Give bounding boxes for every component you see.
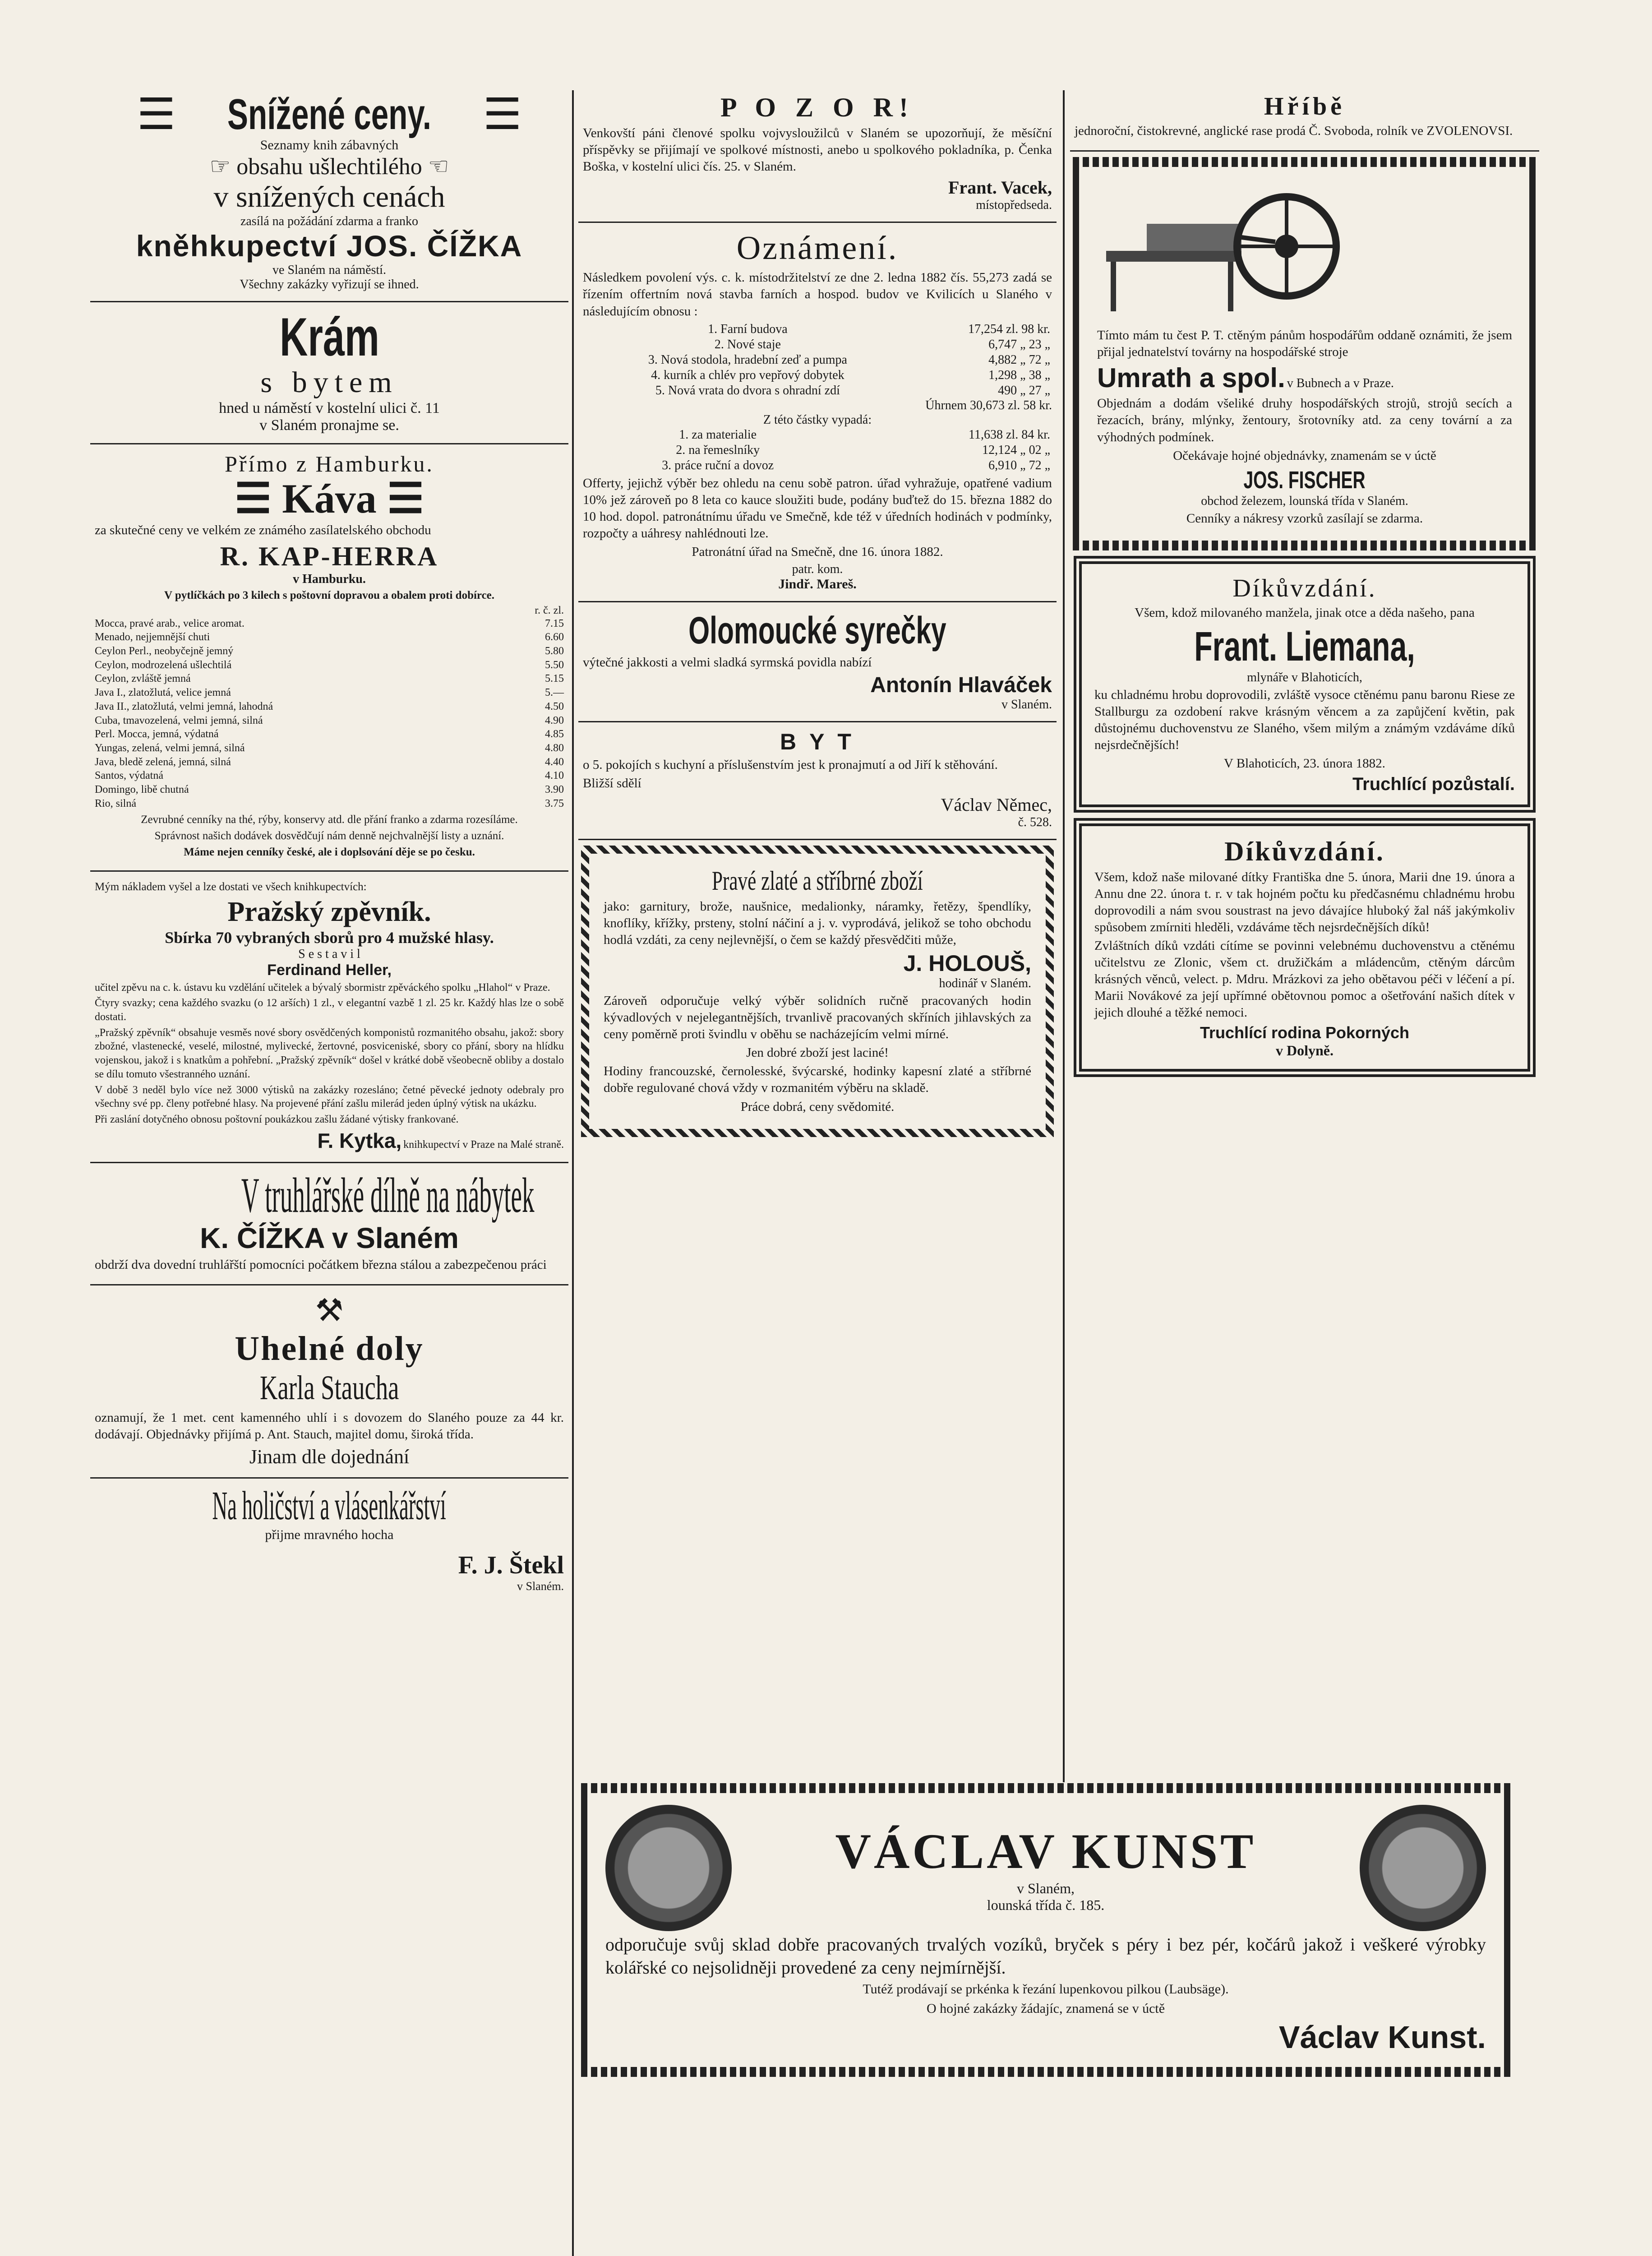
table-row	[583, 368, 1052, 383]
coffee-price: 3.90	[545, 784, 564, 796]
coffee-price: 5.80	[545, 645, 564, 657]
budget-breakdown-table	[583, 427, 1052, 473]
budget-table	[583, 322, 1052, 398]
row-label: 3. práce ruční a dovoz	[662, 458, 774, 472]
ad-snizene-ceny: ☰ Snížené ceny. ☰ Seznamy knih zábavných ☞ obsahu ušlechtilého ☜ v snížených cenách zasílá na požádání zdarma a franko kněhkupectví JOS. ČÍŽKA ve Slaném na náměstí. Všechny zakázky vyřizují se ihned.	[90, 86, 568, 302]
column-middle	[578, 86, 1057, 1142]
threshing-machine-icon	[1097, 183, 1350, 319]
table-row	[583, 322, 1052, 337]
ad-kram: Krám s bytem hned u náměstí v kostelní ulici č. 11 v Slaném pronajme se.	[90, 302, 568, 444]
coffee-price-row	[95, 700, 564, 714]
column-rule-2	[1063, 90, 1065, 1782]
coffee-name: Java I., zlatožlutá, velice jemná	[95, 687, 231, 699]
row-label: 3. Nová stodola, hradební zeď a pumpa	[648, 352, 847, 367]
hand-icon: ☰	[234, 475, 282, 522]
table-row	[583, 352, 1052, 368]
coffee-price-row	[95, 769, 564, 783]
ad-dikuvzdani-liemana: Díkůvzdání. Všem, kdož milovaného manžela, jinak otce a děda našeho, pana Frant. Liemana, mlynáře v Blahoticích, ku chladnému hrobu doprovodili, zvláště vysoce ctěnému panu baronu Riese ze Stallburgu za ozdobení rakve krásným věncem a za zapůjčení květin, pak důstojnému duchovenstvu ze Slaného, všem milým a známým vzdáváme díků nejsrdečnějších! V Blahoticích, 23. února 1882. Truchlící pozůstalí.	[1074, 556, 1536, 813]
ad-truhlar: V truhlářské dílně na nábytek K. ČÍŽKA v Slaném obdrží dva dovední truhlářští pomocníci počátkem března stálou a zabezpečenou práci	[90, 1163, 568, 1286]
ad-kava: Přímo z Hamburku. ☰ Káva ☰ za skutečné ceny ve velkém ze známého zasílatelského obchodu R. KAP-HERRA v Hamburku. V pytlíčkách po 3 kilech s poštovní dopravou a obalem proti dobírce. r. č. zl. Mocca, pravé arab., velice aromat. 7.15 Menado, nejjemnější chuti 6.60 Ceylon Perl., neobyčejně jemný 5.80 Ceylon, modrozelená ušlechtilá 5.50 Ceylon, zvláště jemná 5.15 Java I., zlatožlutá, velice jemná 5.— Java II., zlatožlutá, velmi jemná, lahodná 4.50 Cuba, tmavozelená, velmi jemná, silná 4.90 Perl. Mocca, jemná, výdatná 4.85 Yungas, zelená, velmi jemná, silná 4.80 Java, bledě zelená, jemná, silná 4.40 Santos, výdatná 4.10 Domingo, libě chutná 3.90 Rio, silná 3.75 Zevrubné cenníky na thé, rýby, konservy atd. dle přání franko a zdarma rozesíláme. Správnost našich dodávek dosvědčují nám denně nejchvalnější listy a uznání. Máme nejen cenníky české, ale i doplsování děje se po česku.	[90, 444, 568, 872]
row-amount: 17,254 zl. 98 kr.	[968, 322, 1050, 336]
table-row	[583, 427, 1052, 443]
pointing-hand-icon: ☜	[422, 153, 449, 180]
coffee-name: Perl. Mocca, jemná, výdatná	[95, 728, 219, 740]
coffee-price: 4.80	[545, 742, 564, 754]
coffee-price: 4.90	[545, 714, 564, 726]
coffee-price-row	[95, 714, 564, 728]
coffee-price-list	[95, 617, 564, 811]
coffee-name: Ceylon, zvláště jemná	[95, 673, 191, 685]
coffee-name: Yungas, zelená, velmi jemná, silná	[95, 742, 245, 754]
ad-title: ☰ Snížené ceny. ☰	[137, 90, 522, 139]
coffee-name: Cuba, tmavozelená, velmi jemná, silná	[95, 714, 263, 726]
table-row	[583, 383, 1052, 398]
row-amount: 6,747 „ 23 „	[988, 337, 1050, 351]
column-rule-1	[572, 90, 574, 2256]
ad-zlate-zbozi: Pravé zlaté a stříbrné zboží jako: garnitury, brože, naušnice, medalionky, náramky, řetězy, špendlíky, knoflíky, křížky, prsteny, stolní náčiní a j. v. vyprodává, jelikož se toho obchodu hodlá vzdáti, za ceny nejlevnější, o čem se každý přesvědčiti může, J. HOLOUŠ, hodinář v Slaném. Zároveň odporučuje velký výběr solidních ručně pracovaných hodin kývadlových v nejelegantnějších, trvanlivě pracovaných skříních jihlavských za ceny poměrně proti švindlu v oběhu se nacházejícím velmi mírné. Jen dobré zboží jest laciné! Hodiny francouzské, černolesské, švýcarské, hodinky kapesní zlaté a stříbrné dobře regulované chová vždy v rozmanitém výběru na skladě. Práce dobrá, ceny svědomité.	[604, 865, 1031, 1114]
coffee-name: Mocca, pravé arab., velice aromat.	[95, 617, 245, 629]
table-row	[583, 337, 1052, 352]
ad-hribe: Hříbě jednoroční, čistokrevné, anglické rase prodá Č. Svoboda, rolník ve ZVOLENOVSI.	[1070, 86, 1539, 152]
row-amount: 1,298 „ 38 „	[988, 368, 1050, 382]
coffee-price-row	[95, 658, 564, 672]
ad-pozor: P O Z O R! Venkovští páni členové spolku vojvysloužilců v Slaném se upozorňují, že měsíční příspěvky se přijímají ve spolkové místnosti, anebo u spolkového pokladníka, p. Čenka Boška, v kostelní ulici čís. 25. v Slaném. Frant. Vacek, místopředseda.	[578, 86, 1057, 223]
ad-oznameni: Oznámení. Následkem povolení výs. c. k. místodržitelství ze dne 2. ledna 1882 čís. 55,273 zadá se řízením offertním nová stavba farních a hospod. budov ve Kvilicích u Slaného v následujícím obnosu : 1. Farní budova 17,254 zl. 98 kr. 2. Nové staje 6,747 „ 23 „ 3. Nová stodola, hradební zeď a pumpa 4,882 „ 72 „ 4. kurník a chlév pro vepřový dobytek 1,298 „ 38 „ 5. Nová vrata do dvora s ohradní zdí 490 „ 27 „ Úhrnem 30,673 zl. 58 kr. Z této částky vypadá: 1. za materialie 11,638 zl. 84 kr. 2. na řemeslníky 12,124 „ 02 „ 3. práce ruční a dovoz 6,910 „ 72 „ Offerty, jejichž výběr bez ohledu na cenu sobě patron. úřad vyhražuje, opatřené vadium 10% jež zároveň po 8 leta co kauce sloužiti bude, podány buďtež do 15. března 1882 do 10 hod. dopol. patronátnímu úřadu ve Smečně, kde též v úředních hodinách v podmínky, rozpočty a uáhresy nahlédnouti lze. Patronátní úřad na Smečně, dne 16. února 1882. patr. kom. Jindř. Mareš.	[578, 223, 1057, 602]
coffee-price: 4.10	[545, 770, 564, 782]
coffee-price-row	[95, 686, 564, 700]
column-left	[90, 86, 568, 1602]
coffee-price: 5.50	[545, 659, 564, 671]
coffee-price: 7.15	[545, 617, 564, 629]
coffee-price: 4.50	[545, 700, 564, 712]
coffee-name: Santos, výdatná	[95, 770, 163, 782]
coffee-name: Rio, silná	[95, 797, 137, 809]
coffee-price-row	[95, 797, 564, 811]
column-right	[1070, 86, 1539, 1082]
row-amount: 490 „ 27 „	[998, 383, 1050, 398]
coffee-price: 5.—	[545, 687, 564, 699]
hammer-pick-icon: ⚒	[315, 1294, 344, 1329]
coffee-price-row	[95, 630, 564, 644]
coffee-price-row	[95, 617, 564, 631]
ad-holicstvi: Na holičství a vlásenkářství přijme mravného hocha F. J. Štekl v Slaném.	[212, 1483, 564, 1593]
coffee-price-row	[95, 755, 564, 769]
row-label: 2. na řemeslníky	[676, 443, 760, 457]
coffee-price-row	[95, 727, 564, 741]
coffee-price: 3.75	[545, 797, 564, 809]
pointing-hand-icon: ☞	[209, 153, 237, 180]
ad-zpevnik: Mým nákladem vyšel a lze dostati ve všech knihkupectvích: Pražský zpěvník. Sbírka 70 vybraných sborů pro 4 mužské hlasy. S e s t a v i l Ferdinand Heller, učitel zpěvu na c. k. ústavu ku vzdělání učitelek a bývalý sbormistr zpěváckého spolku „Hlahol“ v Praze. Čtyry svazky; cena každého svazku (o 12 arších) 1 zl., v elegantní vazbě 1 zl. 25 kr. Každý hlas lze o sobě dostati. „Pražský zpěvník“ obsahuje vesměs nové sbory osvědčených komponistů rozmanitého obsahu, jakož: sbory zbožné, vlastenecké, veselé, milostné, mylivecké, žertovné, posviceniské, sbory co přání, sbory na hlídku vojenskou, jakož i s knatkům a pohřební. „Pražský zpěvník“ došel v krátké době všeobecně obliby a dostalo se dílu tomuto všestranného uznání. V době 3 neděl bylo více než 3000 výtisků na zakázky rozesláno; četné pěvecké jednoty odebraly pro všechny své pp. členy potřebné hlasy. Na projevené přání zašlu milerád jeden úplný výtisk na ukázku. Při zaslání dotyčného obnosu poštovní poukázkou zašlu žádané výtisky frankované. F. Kytka, knihkupectví v Praze na Malé straně.	[90, 872, 568, 1163]
coffee-price: 6.60	[545, 631, 564, 643]
coffee-name: Domingo, libě chutná	[95, 784, 189, 796]
row-label: 1. za materialie	[679, 427, 757, 442]
coffee-price-row	[95, 741, 564, 755]
table-row	[583, 458, 1052, 473]
medal-right-icon	[1360, 1805, 1486, 1931]
hand-icon: ☰	[137, 90, 176, 139]
ad-syrecky: Olomoucké syrečky výtečné jakkosti a velmi sladká syrmská povidla nabízí Antonín Hlaváček v Slaném.	[578, 602, 1057, 722]
coffee-price: 4.85	[545, 728, 564, 740]
coffee-price: 5.15	[545, 673, 564, 685]
row-label: 2. Nové staje	[714, 337, 781, 351]
coffee-price-row	[95, 672, 564, 686]
table-row	[583, 443, 1052, 458]
row-label: 4. kurník a chlév pro vepřový dobytek	[651, 368, 844, 382]
row-amount: 12,124 „ 02 „	[982, 443, 1050, 457]
coffee-name: Menado, nejjemnější chuti	[95, 631, 210, 643]
coffee-name: Ceylon, modrozelená ušlechtilá	[95, 659, 232, 671]
row-label: 5. Nová vrata do dvora s ohradní zdí	[655, 383, 840, 398]
ad-dikuvzdani-pokornych: Díkůvzdání. Všem, kdož naše milované dítky Františka dne 5. února, Marii dne 19. února a Annu dne 22. února t. r. v tak hojném počtu ku předčasnému chladnému hrobu doprovodili a nám svou soustrast na jevo dávajíce hluboký žal náš jakýmkoliv spůsobem zmírniti hleděli, vzdáváme těch nejsrdečnějších díků! Zvláštních díků vzdáti cítíme se povinni velebnému duchovenstvu a ctěnému učitelstvu ze Zlonic, všem ct. družičkám a mládencům, ctěným dárcům krásných věnců, velect. p. Mdru. Mrázkovi za jeho obětavou péči v léčení a pí. Marii Novákové za její upřímné obětovnou pomoc a ošetřování našich dítek v jejich dlouhé a těžké nemoci. Truchlící rodina Pokorných v Dolyně.	[1074, 818, 1536, 1077]
coffee-price: 4.40	[545, 756, 564, 768]
hand-icon: ☰	[376, 475, 425, 522]
ad-uhelne-doly: ⚒ Uhelné doly Karla Staucha oznamují, že 1 met. cent kamenného uhlí i s dovozem do Slaného pouze za 44 kr. dodávají. Objednávky přijímá p. Ant. Stauch, majitel domu, široká třída. Jinam dle dojednání	[90, 1285, 568, 1478]
row-amount: 4,882 „ 72 „	[988, 352, 1050, 367]
ad-fischer: Tímto mám tu čest P. T. ctěným pánům hospodářům oddaně oznámiti, že jsem přijal jednatelství továrny na hospodářské stroje Umrath a spol. v Bubnech a v Praze. Objednám a dodám všeliké druhy hospodářských strojů, strojů secích a řezacích, brány, mlýnky, žentoury, šrotovníky atd. za ceny tovární a za výhodných podmínek. Očekávaje hojné objednávky, znamenám se v úctě JOS. FISCHER obchod železem, lounská třída v Slaném. Cenníky a nákresy vzorků zasílají se zdarma.	[1073, 157, 1537, 550]
row-label: 1. Farní budova	[708, 322, 788, 336]
row-amount: 6,910 „ 72 „	[988, 458, 1050, 472]
coffee-name: Ceylon Perl., neobyčejně jemný	[95, 645, 234, 657]
coffee-name: Java II., zlatožlutá, velmi jemná, lahodná	[95, 700, 273, 712]
row-amount: 11,638 zl. 84 kr.	[969, 427, 1050, 442]
medal-left-icon	[605, 1805, 732, 1931]
coffee-price-row	[95, 783, 564, 797]
hand-icon: ☰	[483, 90, 522, 139]
ad-vaclav-kunst: VÁCLAV KUNST v Slaném, lounská třída č. 185. odporučuje svůj sklad dobře pracovaných trvalých vozíků, bryček s péry i bez pér, kočárů jakož i veškeré výrobky kolářské co nejsolidněji provedené za ceny nejmírnější. Tutéž prodávají se prkénka k řezání lupenkovou pilkou (Laubsäge). O hojné zakázky žádajíc, znamená se v úctě Václav Kunst.	[581, 1783, 1510, 2077]
coffee-name: Java, bledě zelená, jemná, silná	[95, 756, 231, 768]
ad-byt: B Y T o 5. pokojích s kuchyní a příslušenstvím jest k pronajmutí a od Jiří k stěhování. Bližší sdělí Václav Němec, č. 528.	[578, 722, 1057, 840]
coffee-price-row	[95, 644, 564, 658]
